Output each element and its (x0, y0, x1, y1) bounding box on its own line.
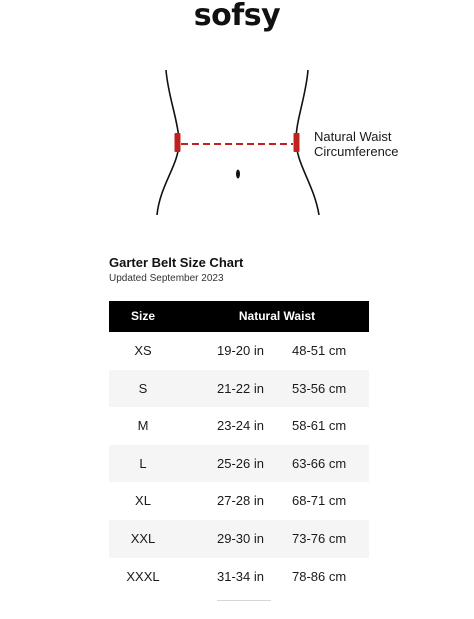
waist-marker-left (175, 133, 181, 152)
row-inches: 25-26 in (217, 455, 264, 471)
row-size: XS (134, 343, 152, 358)
row-cm: 48-51 cm (292, 343, 347, 358)
row-cm: 68-71 cm (292, 493, 347, 509)
table-row (109, 520, 369, 558)
row-cm: 63-66 cm (292, 455, 347, 471)
natural-waist-label (314, 129, 399, 159)
navel-mark (236, 170, 240, 179)
row-size: XL (135, 493, 151, 509)
header-size: Size (130, 309, 155, 323)
row-inches: 31-34 in (217, 568, 264, 584)
horizontal-scrollbar[interactable] (217, 600, 271, 601)
table-row (109, 445, 369, 483)
row-cm: 58-61 cm (292, 418, 347, 434)
table-row (109, 407, 369, 445)
table-header (109, 301, 369, 332)
row-inches: 23-24 in (217, 418, 264, 434)
row-cm: 73-76 cm (292, 530, 347, 546)
row-size: XXXL (126, 568, 160, 584)
row-inches: 19-20 in (217, 343, 264, 358)
row-inches: 27-28 in (217, 493, 264, 509)
row-size: M (137, 418, 149, 434)
table-row (109, 332, 369, 370)
size-table (109, 301, 369, 595)
torso-illustration (0, 60, 474, 230)
waist-marker-right (294, 133, 300, 152)
size-chart-title: Garter Belt Size Chart (109, 255, 244, 270)
table-row (109, 370, 369, 408)
row-cm: 53-56 cm (292, 380, 347, 396)
row-inches: 29-30 in (217, 530, 264, 546)
row-size: XXL (130, 530, 156, 546)
header-natural-waist: Natural Waist (238, 309, 316, 323)
brand-logo: sofsy (193, 0, 281, 33)
row-size: L (139, 455, 147, 471)
row-size: S (138, 380, 148, 396)
waist-label-line1: Natural Waist (314, 129, 392, 144)
size-chart-updated-date: Updated September 2023 (109, 273, 224, 284)
table-row (109, 482, 369, 520)
row-inches: 21-22 in (217, 380, 264, 396)
waist-label-line2: Circumference (314, 144, 399, 159)
table-row (109, 558, 369, 596)
row-cm: 78-86 cm (292, 568, 347, 584)
